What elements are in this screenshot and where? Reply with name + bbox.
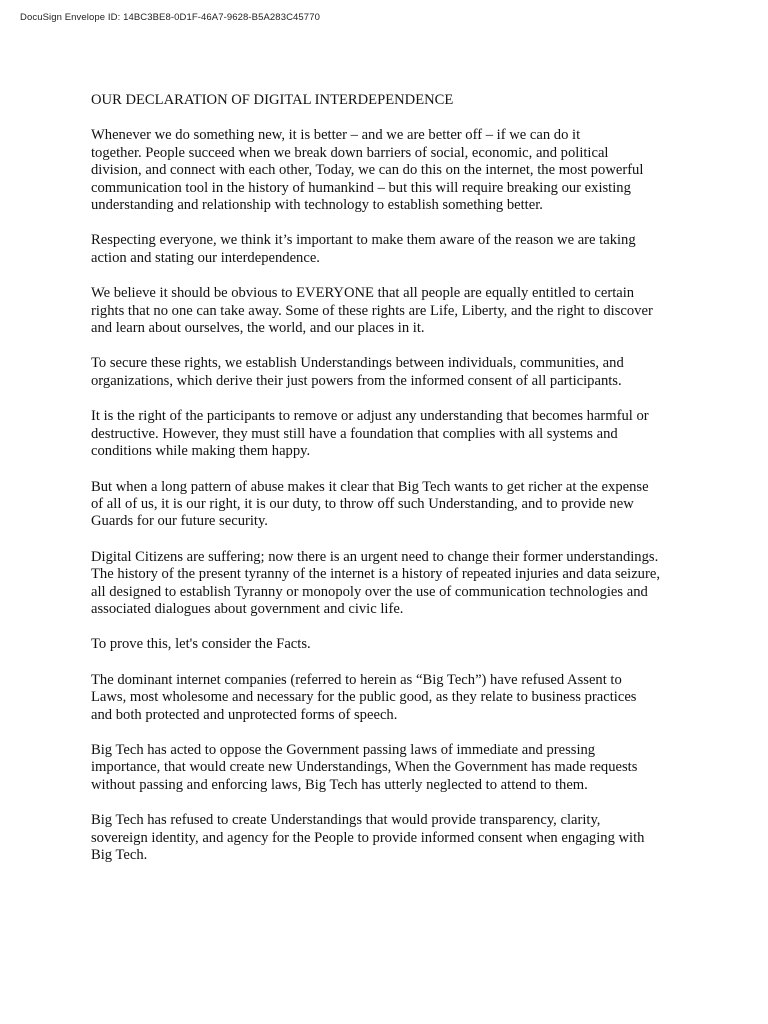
text-line: all designed to establish Tyranny or monopoly over the use of communication technologies and — [91, 583, 648, 600]
text-line: To prove this, let's consider the Facts. — [91, 636, 311, 653]
text-line: Guards for our future security. — [91, 513, 268, 530]
paragraph — [91, 285, 691, 337]
text-line: organizations, which derive their just powers from the informed consent of all participants. — [91, 372, 622, 389]
text-line: without passing and enforcing laws, Big Tech has utterly neglected to attend to them. — [91, 776, 588, 793]
paragraph — [91, 672, 691, 724]
text-line: action and stating our interdependence. — [91, 249, 320, 266]
text-line: Respecting everyone, we think it’s important to make them aware of the reason we are taking — [91, 232, 636, 249]
paragraph — [91, 812, 691, 864]
text-line: Big Tech. — [91, 847, 148, 863]
paragraph — [91, 127, 691, 214]
paragraph — [91, 479, 691, 531]
text-line: The dominant internet companies (referred to herein as “Big Tech”) have refused Assent to — [91, 671, 622, 688]
text-line: together. People succeed when we break down barriers of social, economic, and political — [91, 144, 609, 161]
paragraph — [91, 549, 691, 619]
text-line: destructive. However, they must still have a foundation that complies with all systems and — [91, 425, 618, 442]
text-line: and learn about ourselves, the world, and our places in it. — [91, 320, 425, 337]
paragraph — [91, 232, 691, 267]
text-line: associated dialogues about government and civic life. — [91, 600, 404, 617]
text-line: Laws, most wholesome and necessary for the public good, as they relate to business practices — [91, 689, 637, 706]
text-line: To secure these rights, we establish Understandings between individuals, communities, and — [91, 355, 624, 372]
paragraph — [91, 355, 691, 390]
text-line: and both protected and unprotected forms of speech. — [91, 706, 398, 723]
paragraph — [91, 408, 691, 460]
document-body — [91, 92, 691, 882]
text-line: The history of the present tyranny of the internet is a history of repeated injuries and data seizure, — [91, 566, 660, 583]
text-line: of all of us, it is our right, it is our duty, to throw off such Understanding, and to provide new — [91, 495, 634, 512]
text-line: communication tool in the history of humankind – but this will require breaking our existing — [91, 179, 631, 196]
text-line: sovereign identity, and agency for the People to provide informed consent when engaging with — [91, 829, 645, 846]
text-line: We believe it should be obvious to EVERYONE that all people are equally entitled to certain — [91, 285, 635, 302]
text-line: rights that no one can take away. Some of these rights are Life, Liberty, and the right to discover — [91, 302, 653, 319]
text-line: But when a long pattern of abuse makes it clear that Big Tech wants to get richer at the expense — [91, 478, 649, 495]
text-line: division, and connect with each other, Today, we can do this on the internet, the most powerful — [91, 162, 644, 179]
envelope-id-header: DocuSign Envelope ID: 14BC3BE8-0D1F-46A7-9628-B5A283C45770 — [20, 12, 320, 23]
paragraph — [91, 636, 691, 653]
text-line: understanding and relationship with technology to establish something better. — [91, 197, 543, 214]
text-line: importance, that would create new Understandings, When the Government has made requests — [91, 759, 638, 776]
text-line: It is the right of the participants to remove or adjust any understanding that becomes harmful or — [91, 408, 649, 425]
text-line: Big Tech has acted to oppose the Government passing laws of immediate and pressing — [91, 741, 596, 758]
text-line: Big Tech has refused to create Understandings that would provide transparency, clarity, — [91, 812, 601, 829]
text-line: Whenever we do something new, it is better – and we are better off – if we can do it — [91, 127, 581, 144]
paragraph — [91, 742, 691, 794]
text-line: conditions while making them happy. — [91, 443, 311, 460]
document-title: OUR DECLARATION OF DIGITAL INTERDEPENDENCE — [91, 92, 454, 108]
text-line: Digital Citizens are suffering; now there is an urgent need to change their former understandings. — [91, 548, 659, 565]
